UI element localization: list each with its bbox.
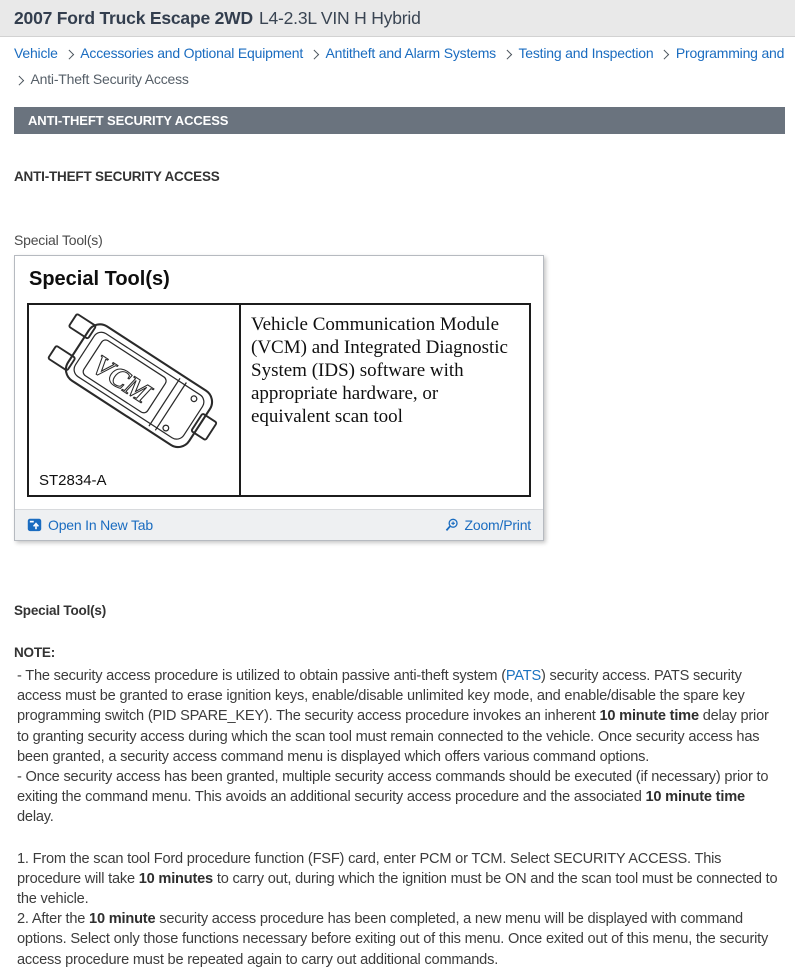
tool-image-cell [28,304,240,496]
chevron-right-icon [310,49,319,58]
procedure-step-1 [14,849,781,910]
text-segment: - Once security access has been granted, multiple security access commands should be executed (if necessary) prior to exiting the command menu. This avoids an additional security access procedure and the associated [17,769,769,806]
open-in-new-tab-link[interactable] [27,517,153,533]
vehicle-title: 2007 Ford Truck Escape 2WD [14,7,253,28]
vcm-device-label: VCM [86,349,157,411]
special-tools-label: Special Tool(s) [14,232,103,248]
special-tools-heading: Special Tool(s) [14,603,107,618]
vehicle-engine-spec: L4-2.3L VIN H Hybrid [258,7,421,28]
bold-text: 10 minute time [599,708,699,725]
chevron-right-icon [503,49,512,58]
table-row [28,304,530,496]
procedure-step-2 [14,909,781,970]
zoom-print-label: Zoom/Print [464,517,531,533]
note-label: NOTE: [14,645,55,660]
chevron-right-icon [660,49,669,58]
breadcrumb-line-2 [14,71,795,90]
text-segment: security access procedure has been completed, a new menu will be displayed with command options. Select only those functions necessary before exiting out of this menu. Once exited out of this menu, the security access procedure must be repeated again to carry out additional commands. [17,911,769,968]
chevron-right-icon [64,49,73,58]
special-tools-card [14,255,544,541]
text-segment: ) security access. PATS security access must be granted to erase ignition keys, enable/disable unlimited key mode, and enable/disable the spare key programming switch (PID SPARE_KEY). The security access procedure invokes an inherent [17,668,745,725]
tool-id-label: ST2834-A [39,472,107,489]
vehicle-header [0,0,795,37]
text-segment: 1. From the scan tool Ford procedure function (FSF) card, enter PCM or TCM. Select SECURITY ACCESS. This procedure will take [17,850,722,887]
open-in-new-tab-label: Open In New Tab [48,517,153,533]
tool-description: Vehicle Communication Module (VCM) and Integrated Diagnostic System (IDS) software with appropriate hardware, or equivalent scan tool [240,304,530,496]
breadcrumb-programming[interactable]: Programming and [675,45,785,61]
note-paragraph-1 [14,666,781,767]
pats-inline-link[interactable]: PATS [505,668,542,684]
breadcrumb-testing[interactable]: Testing and Inspection [518,45,654,61]
special-tools-table [27,303,531,497]
text-segment: delay prior to granting security access during which the scan tool must remain connected to the vehicle. Once security access has been granted, a security access command menu is displayed which offers various command options. [17,708,769,765]
breadcrumb-vehicle[interactable]: Vehicle [14,45,58,61]
breadcrumb [14,45,795,90]
bold-text: 10 minutes [138,870,213,887]
text-segment: delay. [17,809,54,826]
bold-text: 10 minute [89,911,156,928]
text-segment: - The security access procedure is utilized to obtain passive anti-theft system ( [17,668,506,684]
breadcrumb-line-1 [14,45,795,64]
vcm-tool-illustration [35,309,235,461]
section-banner-label: ANTI-THEFT SECURITY ACCESS [28,113,229,128]
breadcrumb-accessories[interactable]: Accessories and Optional Equipment [80,45,304,61]
special-tools-card-title: Special Tool(s) [29,268,170,290]
breadcrumb-antitheft[interactable]: Antitheft and Alarm Systems [325,45,496,61]
text-segment: 2. After the [17,911,90,928]
zoom-print-link[interactable] [444,517,531,533]
page-title: ANTI-THEFT SECURITY ACCESS [14,169,220,184]
tool-card-footer [15,509,543,540]
bold-text: 10 minute time [645,789,745,806]
breadcrumb-current-page: Anti-Theft Security Access [30,71,189,87]
zoom-icon [444,518,459,533]
chevron-right-icon [15,75,24,84]
special-tools-card-inner [15,256,543,509]
open-in-new-tab-icon [27,518,42,532]
section-banner [14,107,785,134]
text-segment: to carry out, during which the ignition must be ON and the scan tool must be connected to the vehicle. [17,870,778,908]
note-paragraph-2 [14,767,781,828]
